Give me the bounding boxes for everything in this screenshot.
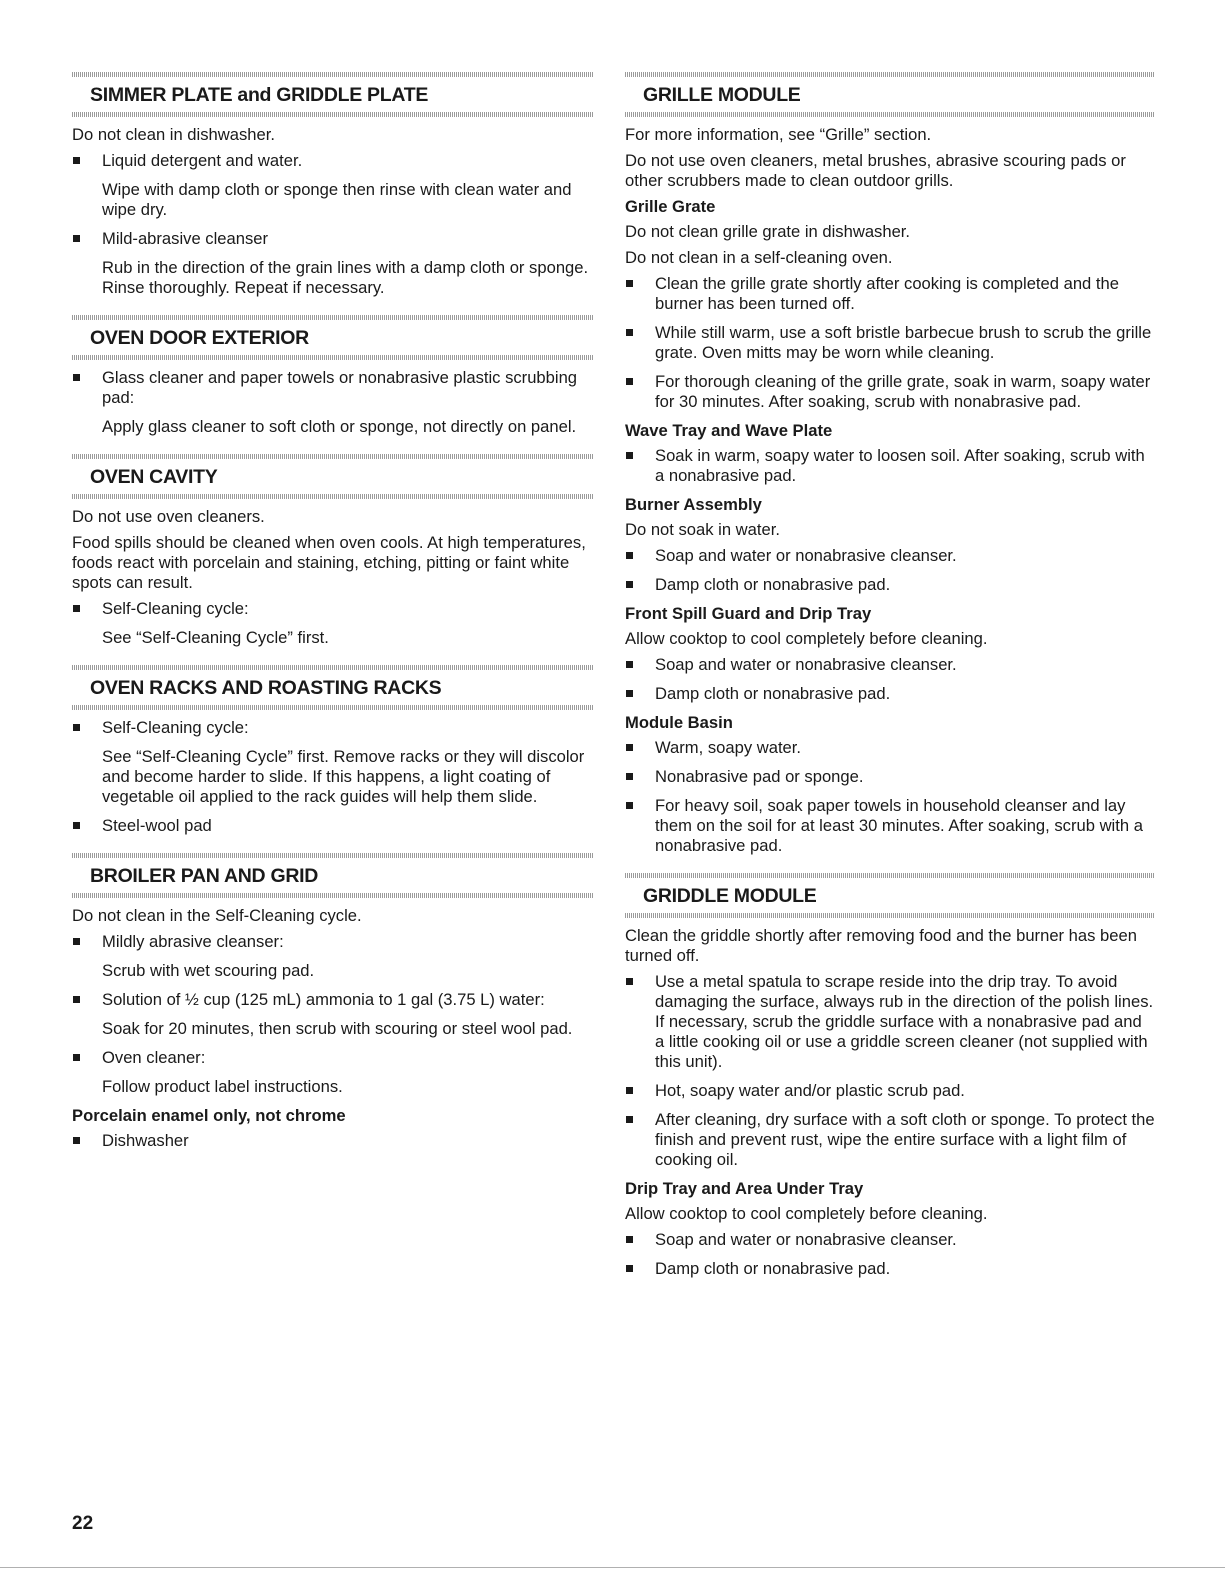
indented-text: Scrub with wet scouring pad. bbox=[102, 961, 315, 980]
subheading: Wave Tray and Wave Plate bbox=[625, 421, 833, 440]
bullet-icon bbox=[626, 1087, 633, 1094]
bullet-icon bbox=[626, 1265, 633, 1272]
bullet-text: Mildly abrasive cleanser: bbox=[102, 932, 284, 951]
bullet-icon bbox=[626, 661, 633, 668]
bullet-icon bbox=[626, 773, 633, 780]
paragraph: Do not use oven cleaners. bbox=[72, 507, 265, 526]
bullet-item bbox=[72, 1048, 594, 1068]
section-header-cavity bbox=[72, 454, 594, 499]
section-header-griddle bbox=[625, 873, 1155, 918]
bullet-icon bbox=[626, 978, 633, 985]
section-title: SIMMER PLATE and GRIDDLE PLATE bbox=[90, 84, 429, 106]
bullet-item bbox=[625, 972, 1155, 1072]
bullet-text: Steel-wool pad bbox=[102, 816, 212, 835]
bullet-icon bbox=[73, 996, 80, 1003]
bullet-text: Nonabrasive pad or sponge. bbox=[655, 767, 864, 786]
bullet-text: Liquid detergent and water. bbox=[102, 151, 303, 170]
section-header-door bbox=[72, 315, 594, 360]
bullet-icon bbox=[626, 744, 633, 751]
bullet-text: For thorough cleaning of the grille grate, soak in warm, soapy water for 30 minutes. After soaking, scrub with nonabrasive pad. bbox=[655, 372, 1151, 411]
section-header-broiler bbox=[72, 853, 594, 898]
indented-text: Wipe with damp cloth or sponge then rinse with clean water and wipe dry. bbox=[102, 180, 572, 219]
subheading: Burner Assembly bbox=[625, 495, 762, 514]
section-rule bbox=[72, 705, 594, 710]
section-rule bbox=[72, 112, 594, 117]
bullet-item bbox=[625, 323, 1155, 363]
bullet-text: Damp cloth or nonabrasive pad. bbox=[655, 575, 891, 594]
section-title: BROILER PAN AND GRID bbox=[90, 865, 319, 887]
bullet-item bbox=[625, 274, 1155, 314]
subheading: Drip Tray and Area Under Tray bbox=[625, 1179, 864, 1198]
bullet-item bbox=[72, 151, 594, 171]
bullet-icon bbox=[73, 724, 80, 731]
section-header-racks bbox=[72, 665, 594, 710]
bullet-text: For heavy soil, soak paper towels in household cleanser and lay them on the soil for at least 30 minutes. After soaking, scrub with a nonabrasive pad. bbox=[655, 796, 1143, 855]
bullet-icon bbox=[626, 280, 633, 287]
bullet-icon bbox=[73, 938, 80, 945]
section-title: OVEN RACKS AND ROASTING RACKS bbox=[90, 677, 442, 699]
bullet-text: Mild-abrasive cleanser bbox=[102, 229, 269, 248]
indented-text: Soak for 20 minutes, then scrub with scouring or steel wool pad. bbox=[102, 1019, 573, 1038]
paragraph: Allow cooktop to cool completely before cleaning. bbox=[625, 629, 988, 648]
bullet-item bbox=[72, 990, 594, 1010]
section-rule bbox=[72, 893, 594, 898]
bullet-icon bbox=[626, 452, 633, 459]
subheading: Grille Grate bbox=[625, 197, 716, 216]
indented-text: Rub in the direction of the grain lines with a damp cloth or sponge. Rinse thoroughly. Repeat if necessary. bbox=[102, 258, 589, 297]
paragraph: Do not clean in a self-cleaning oven. bbox=[625, 248, 893, 267]
bullet-text: Self-Cleaning cycle: bbox=[102, 599, 249, 618]
section-rule bbox=[625, 913, 1155, 918]
subheading: Porcelain enamel only, not chrome bbox=[72, 1106, 346, 1125]
section-title: OVEN DOOR EXTERIOR bbox=[90, 327, 309, 349]
bullet-text: While still warm, use a soft bristle barbecue brush to scrub the grille grate. Oven mitts may be worn while cleaning. bbox=[655, 323, 1152, 362]
bullet-icon bbox=[626, 690, 633, 697]
left-column bbox=[72, 72, 594, 1160]
paragraph: Clean the griddle shortly after removing food and the burner has been turned off. bbox=[625, 926, 1137, 965]
paragraph: For more information, see “Grille” section. bbox=[625, 125, 932, 144]
indented-text: Follow product label instructions. bbox=[102, 1077, 343, 1096]
bullet-text: Hot, soapy water and/or plastic scrub pad. bbox=[655, 1081, 965, 1100]
bullet-item bbox=[625, 1081, 1155, 1101]
bullet-icon bbox=[626, 329, 633, 336]
bullet-item bbox=[625, 1259, 1155, 1279]
indented-text: See “Self-Cleaning Cycle” first. bbox=[102, 628, 329, 647]
bullet-text: Soap and water or nonabrasive cleanser. bbox=[655, 655, 957, 674]
bullet-item bbox=[625, 1110, 1155, 1170]
bullet-item bbox=[625, 796, 1155, 856]
bullet-item bbox=[72, 816, 594, 836]
bullet-text: Solution of ½ cup (125 mL) ammonia to 1 gal (3.75 L) water: bbox=[102, 990, 545, 1009]
indented-text: Apply glass cleaner to soft cloth or sponge, not directly on panel. bbox=[102, 417, 577, 436]
section-rule bbox=[72, 355, 594, 360]
bullet-icon bbox=[73, 235, 80, 242]
bullet-icon bbox=[73, 1054, 80, 1061]
bullet-text: Soap and water or nonabrasive cleanser. bbox=[655, 546, 957, 565]
paragraph: Allow cooktop to cool completely before cleaning. bbox=[625, 1204, 988, 1223]
paragraph: Do not clean in the Self-Cleaning cycle. bbox=[72, 906, 362, 925]
section-rule bbox=[72, 494, 594, 499]
bullet-item bbox=[625, 372, 1155, 412]
bullet-item bbox=[625, 684, 1155, 704]
bullet-text: Glass cleaner and paper towels or nonabrasive plastic scrubbing pad: bbox=[102, 368, 578, 407]
paragraph: Food spills should be cleaned when oven cools. At high temperatures, foods react with porcelain and staining, etching, pitting or faint white spots can result. bbox=[72, 533, 586, 592]
bullet-text: Dishwasher bbox=[102, 1131, 189, 1150]
bullet-text: Clean the grille grate shortly after cooking is completed and the burner has been turned off. bbox=[655, 274, 1119, 313]
bullet-item bbox=[625, 446, 1155, 486]
bottom-rule bbox=[0, 1567, 1225, 1568]
bullet-icon bbox=[626, 552, 633, 559]
paragraph: Do not soak in water. bbox=[625, 520, 780, 539]
bullet-text: Damp cloth or nonabrasive pad. bbox=[655, 1259, 891, 1278]
section-title: GRILLE MODULE bbox=[643, 84, 801, 106]
bullet-item bbox=[72, 229, 594, 249]
subheading: Module Basin bbox=[625, 713, 733, 732]
section-title: OVEN CAVITY bbox=[90, 466, 218, 488]
bullet-icon bbox=[73, 1137, 80, 1144]
bullet-item bbox=[72, 1131, 594, 1151]
bullet-icon bbox=[626, 1116, 633, 1123]
bullet-item bbox=[625, 738, 1155, 758]
page-number: 22 bbox=[72, 1513, 94, 1534]
bullet-text: Damp cloth or nonabrasive pad. bbox=[655, 684, 891, 703]
section-header-grille bbox=[625, 72, 1155, 117]
bullet-text: Warm, soapy water. bbox=[655, 738, 802, 757]
section-rule bbox=[625, 112, 1155, 117]
right-column bbox=[625, 72, 1155, 1288]
bullet-item bbox=[625, 1230, 1155, 1250]
bullet-icon bbox=[73, 605, 80, 612]
bullet-icon bbox=[626, 378, 633, 385]
section-title: GRIDDLE MODULE bbox=[643, 885, 817, 907]
paragraph: Do not clean grille grate in dishwasher. bbox=[625, 222, 911, 241]
bullet-text: Self-Cleaning cycle: bbox=[102, 718, 249, 737]
paragraph: Do not use oven cleaners, metal brushes, abrasive scouring pads or other scrubbers made to clean outdoor grills. bbox=[625, 151, 1126, 190]
bullet-item bbox=[625, 655, 1155, 675]
bullet-item bbox=[625, 575, 1155, 595]
bullet-text: Soak in warm, soapy water to loosen soil. After soaking, scrub with a nonabrasive pad. bbox=[655, 446, 1145, 485]
bullet-icon bbox=[626, 1236, 633, 1243]
bullet-item bbox=[625, 546, 1155, 566]
bullet-text: Use a metal spatula to scrape reside into the drip tray. To avoid damaging the surface, always rub in the direction of the polish lines. If necessary, scrub the griddle surface with a nonabrasive pad and a little cooking oil or use a griddle screen cleaner (not supplied with this unit). bbox=[655, 972, 1154, 1071]
bullet-icon bbox=[626, 802, 633, 809]
section-header-simmer bbox=[72, 72, 594, 117]
bullet-item bbox=[72, 932, 594, 952]
bullet-item bbox=[72, 599, 594, 619]
bullet-text: After cleaning, dry surface with a soft cloth or sponge. To protect the finish and prevent rust, wipe the entire surface with a light film of cooking oil. bbox=[655, 1110, 1155, 1169]
bullet-icon bbox=[73, 374, 80, 381]
indented-text: See “Self-Cleaning Cycle” first. Remove racks or they will discolor and become harder to slide. If this happens, a light coating of vegetable oil applied to the rack guides will help them slide. bbox=[102, 747, 585, 806]
bullet-item bbox=[72, 368, 594, 408]
bullet-item bbox=[72, 718, 594, 738]
bullet-item bbox=[625, 767, 1155, 787]
bullet-icon bbox=[626, 581, 633, 588]
bullet-text: Soap and water or nonabrasive cleanser. bbox=[655, 1230, 957, 1249]
bullet-text: Oven cleaner: bbox=[102, 1048, 206, 1067]
bullet-icon bbox=[73, 822, 80, 829]
bullet-icon bbox=[73, 157, 80, 164]
subheading: Front Spill Guard and Drip Tray bbox=[625, 604, 872, 623]
paragraph: Do not clean in dishwasher. bbox=[72, 125, 275, 144]
